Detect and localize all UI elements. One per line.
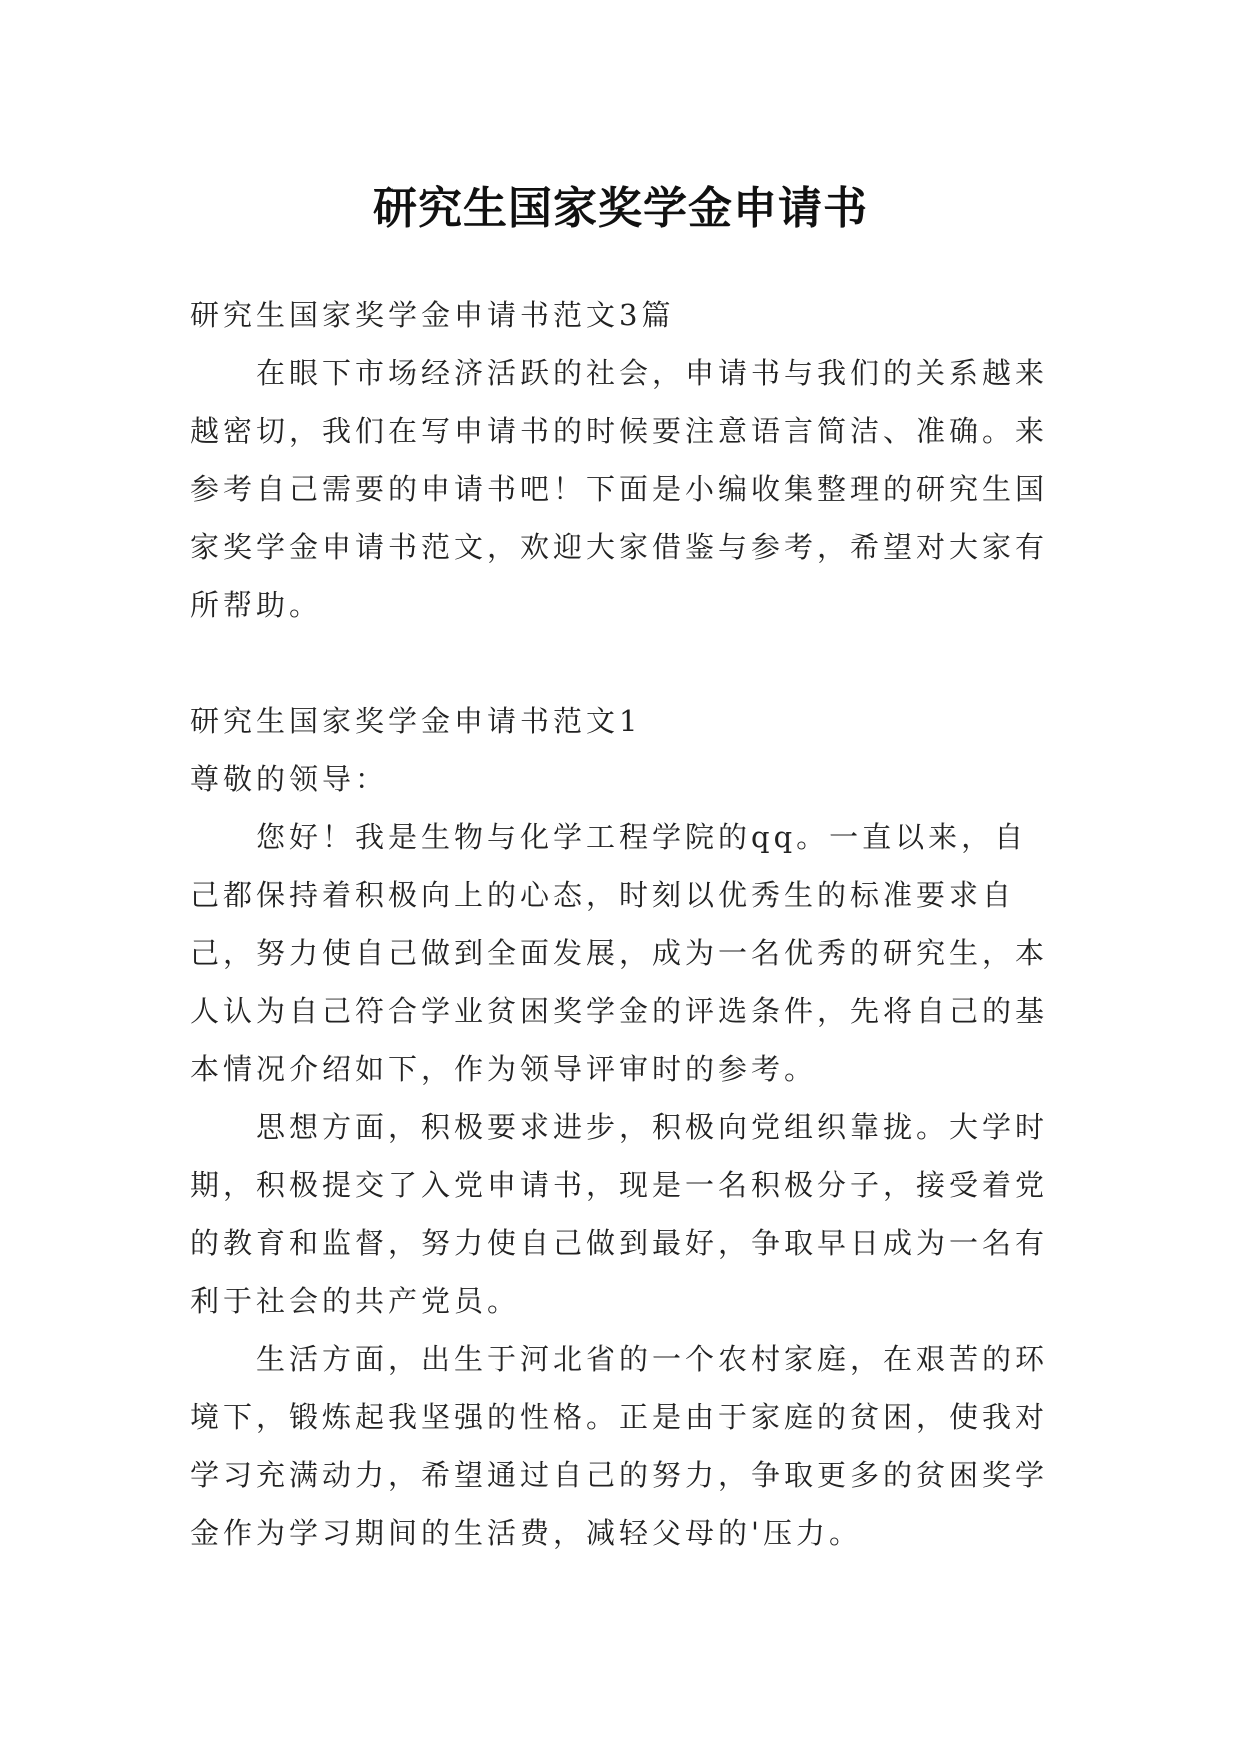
- intro-paragraph: 在眼下市场经济活跃的社会，申请书与我们的关系越来越密切，我们在写申请书的时候要注意语言简洁、准确。来参考自己需要的申请书吧！下面是小编收集整理的研究生国家奖学金申请书范文，欢迎大家借鉴与参考，希望对大家有所帮助。: [190, 356, 1049, 622]
- section-heading: 研究生国家奖学金申请书范文1: [190, 704, 642, 738]
- body-paragraph: 生活方面，出生于河北省的一个农村家庭，在艰苦的环境下，锻炼起我坚强的性格。正是由于家庭的贫困，使我对学习充满动力，希望通过自己的努力，争取更多的贫困奖学金作为学习期间的生活费，减轻父母的'压力。: [190, 1342, 1049, 1550]
- document-subtitle: 研究生国家奖学金申请书范文3篇: [190, 298, 675, 332]
- page-title: 研究生国家奖学金申请书: [373, 183, 868, 235]
- body-paragraph: 您好！我是生物与化学工程学院的qq。一直以来，自己都保持着积极向上的心态，时刻以优秀生的标准要求自己，努力使自己做到全面发展，成为一名优秀的研究生，本人认为自己符合学业贫困奖学金的评选条件，先将自己的基本情况介绍如下，作为领导评审时的参考。: [190, 820, 1049, 1086]
- body-paragraph: 思想方面，积极要求进步，积极向党组织靠拢。大学时期，积极提交了入党申请书，现是一名积极分子，接受着党的教育和监督，努力使自己做到最好，争取早日成为一名有利于社会的共产党员。: [190, 1110, 1049, 1318]
- section-spacer: [190, 634, 1050, 692]
- document-body: [190, 286, 1050, 1562]
- salutation: 尊敬的领导：: [190, 762, 389, 796]
